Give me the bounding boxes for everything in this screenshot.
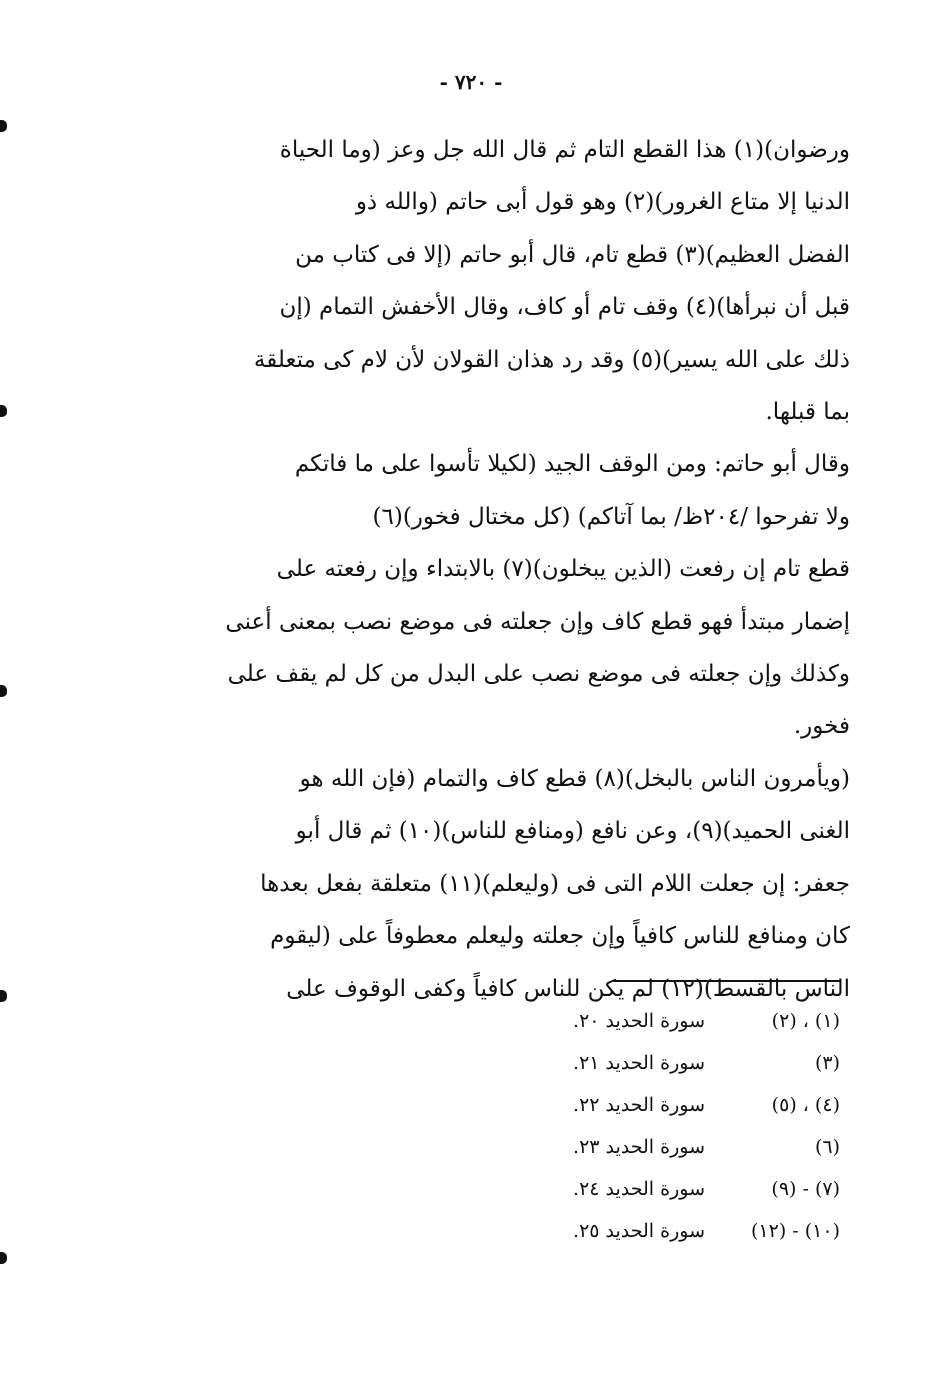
text-line: الغنى الحميد)(٩)، وعن نافع (ومنافع للناس)(١٠) ثم قال أبو — [295, 818, 850, 845]
binding-mark — [0, 685, 7, 697]
text-line: الناس بالقسط)(١٢) لم يكن للناس كافياً وكفى الوقوف على — [286, 975, 850, 1002]
footnote-ref: (١٠) - (١٢) — [750, 1220, 840, 1242]
footnote — [480, 1168, 840, 1210]
text-line: قطع تام إن رفعت (الذين يبخلون)(٧) بالابتداء وإن رفعته على — [276, 556, 850, 583]
footnote-ref: (٤) ، (٥) — [771, 1094, 840, 1116]
binding-mark — [0, 405, 7, 417]
paragraph-2 — [138, 438, 850, 752]
footnote — [480, 1042, 840, 1084]
footnote — [480, 1084, 840, 1126]
footnotes — [480, 1000, 840, 1252]
footnote-source: سورة الحديد ٢٣. — [573, 1136, 705, 1158]
paragraph-1 — [138, 124, 850, 438]
footnote — [480, 1000, 840, 1042]
footnote-source: سورة الحديد ٢١. — [573, 1052, 705, 1074]
footnote-source: سورة الحديد ٢٤. — [573, 1178, 705, 1200]
text-line: وقال أبو حاتم: ومن الوقف الجيد (لكيلا تأسوا على ما فاتكم — [294, 451, 850, 478]
page-number: - ٧٢٠ - — [439, 70, 503, 94]
footnote — [480, 1210, 840, 1252]
text-line: الفضل العظيم)(٣) قطع تام، قال أبو حاتم (إلا فى كتاب من — [295, 241, 850, 268]
footnote-ref: (٣) — [814, 1052, 840, 1074]
text-line: كان ومنافع للناس كافياً وإن جعلته وليعلم معطوفاً على (ليقوم — [270, 923, 850, 950]
footnote-ref: (٧) - (٩) — [771, 1178, 840, 1200]
footnote-divider — [614, 980, 840, 982]
text-line: الدنيا إلا متاع الغرور)(٢) وهو قول أبى حاتم (والله ذو — [355, 189, 850, 216]
binding-mark — [0, 120, 7, 132]
footnote-ref: (١) ، (٢) — [771, 1010, 840, 1032]
footnote-source: سورة الحديد ٢٥. — [573, 1220, 705, 1242]
footnote-source: سورة الحديد ٢٢. — [573, 1094, 705, 1116]
text-line: ولا تفرحوا /٢٠٤ظ/ بما آتاكم) (كل مختال فخور)(٦) — [372, 503, 850, 530]
text-line: ورضوان)(١) هذا القطع التام ثم قال الله جل وعز (وما الحياة — [279, 137, 850, 163]
binding-mark — [0, 1252, 7, 1264]
text-line: وكذلك وإن جعلته فى موضع نصب على البدل من كل لم يقف على — [227, 661, 850, 688]
footnote-ref: (٦) — [814, 1136, 840, 1158]
footnote — [480, 1126, 840, 1168]
binding-mark — [0, 990, 7, 1002]
text-line: (ويأمرون الناس بالبخل)(٨) قطع كاف والتمام (فإن الله هو — [299, 765, 850, 792]
paragraph-3 — [138, 753, 850, 1015]
text-line: قبل أن نبرأها)(٤) وقف تام أو كاف، وقال الأخفش التمام (إن — [279, 294, 850, 321]
text-line: فخور. — [793, 713, 850, 740]
text-line: ذلك على الله يسير)(٥) وقد رد هذان القولان لأن لام كى متعلقة — [253, 346, 850, 373]
body-text — [138, 124, 850, 1015]
text-line: إضمار مبتدأ فهو قطع كاف وإن جعلته فى موضع نصب بمعنى أعنى — [225, 608, 850, 635]
footnote-source: سورة الحديد ٢٠. — [573, 1010, 705, 1032]
text-line: جعفر: إن جعلت اللام التى فى (وليعلم)(١١) متعلقة بفعل بعدها — [260, 870, 850, 897]
text-line: بما قبلها. — [765, 399, 850, 426]
